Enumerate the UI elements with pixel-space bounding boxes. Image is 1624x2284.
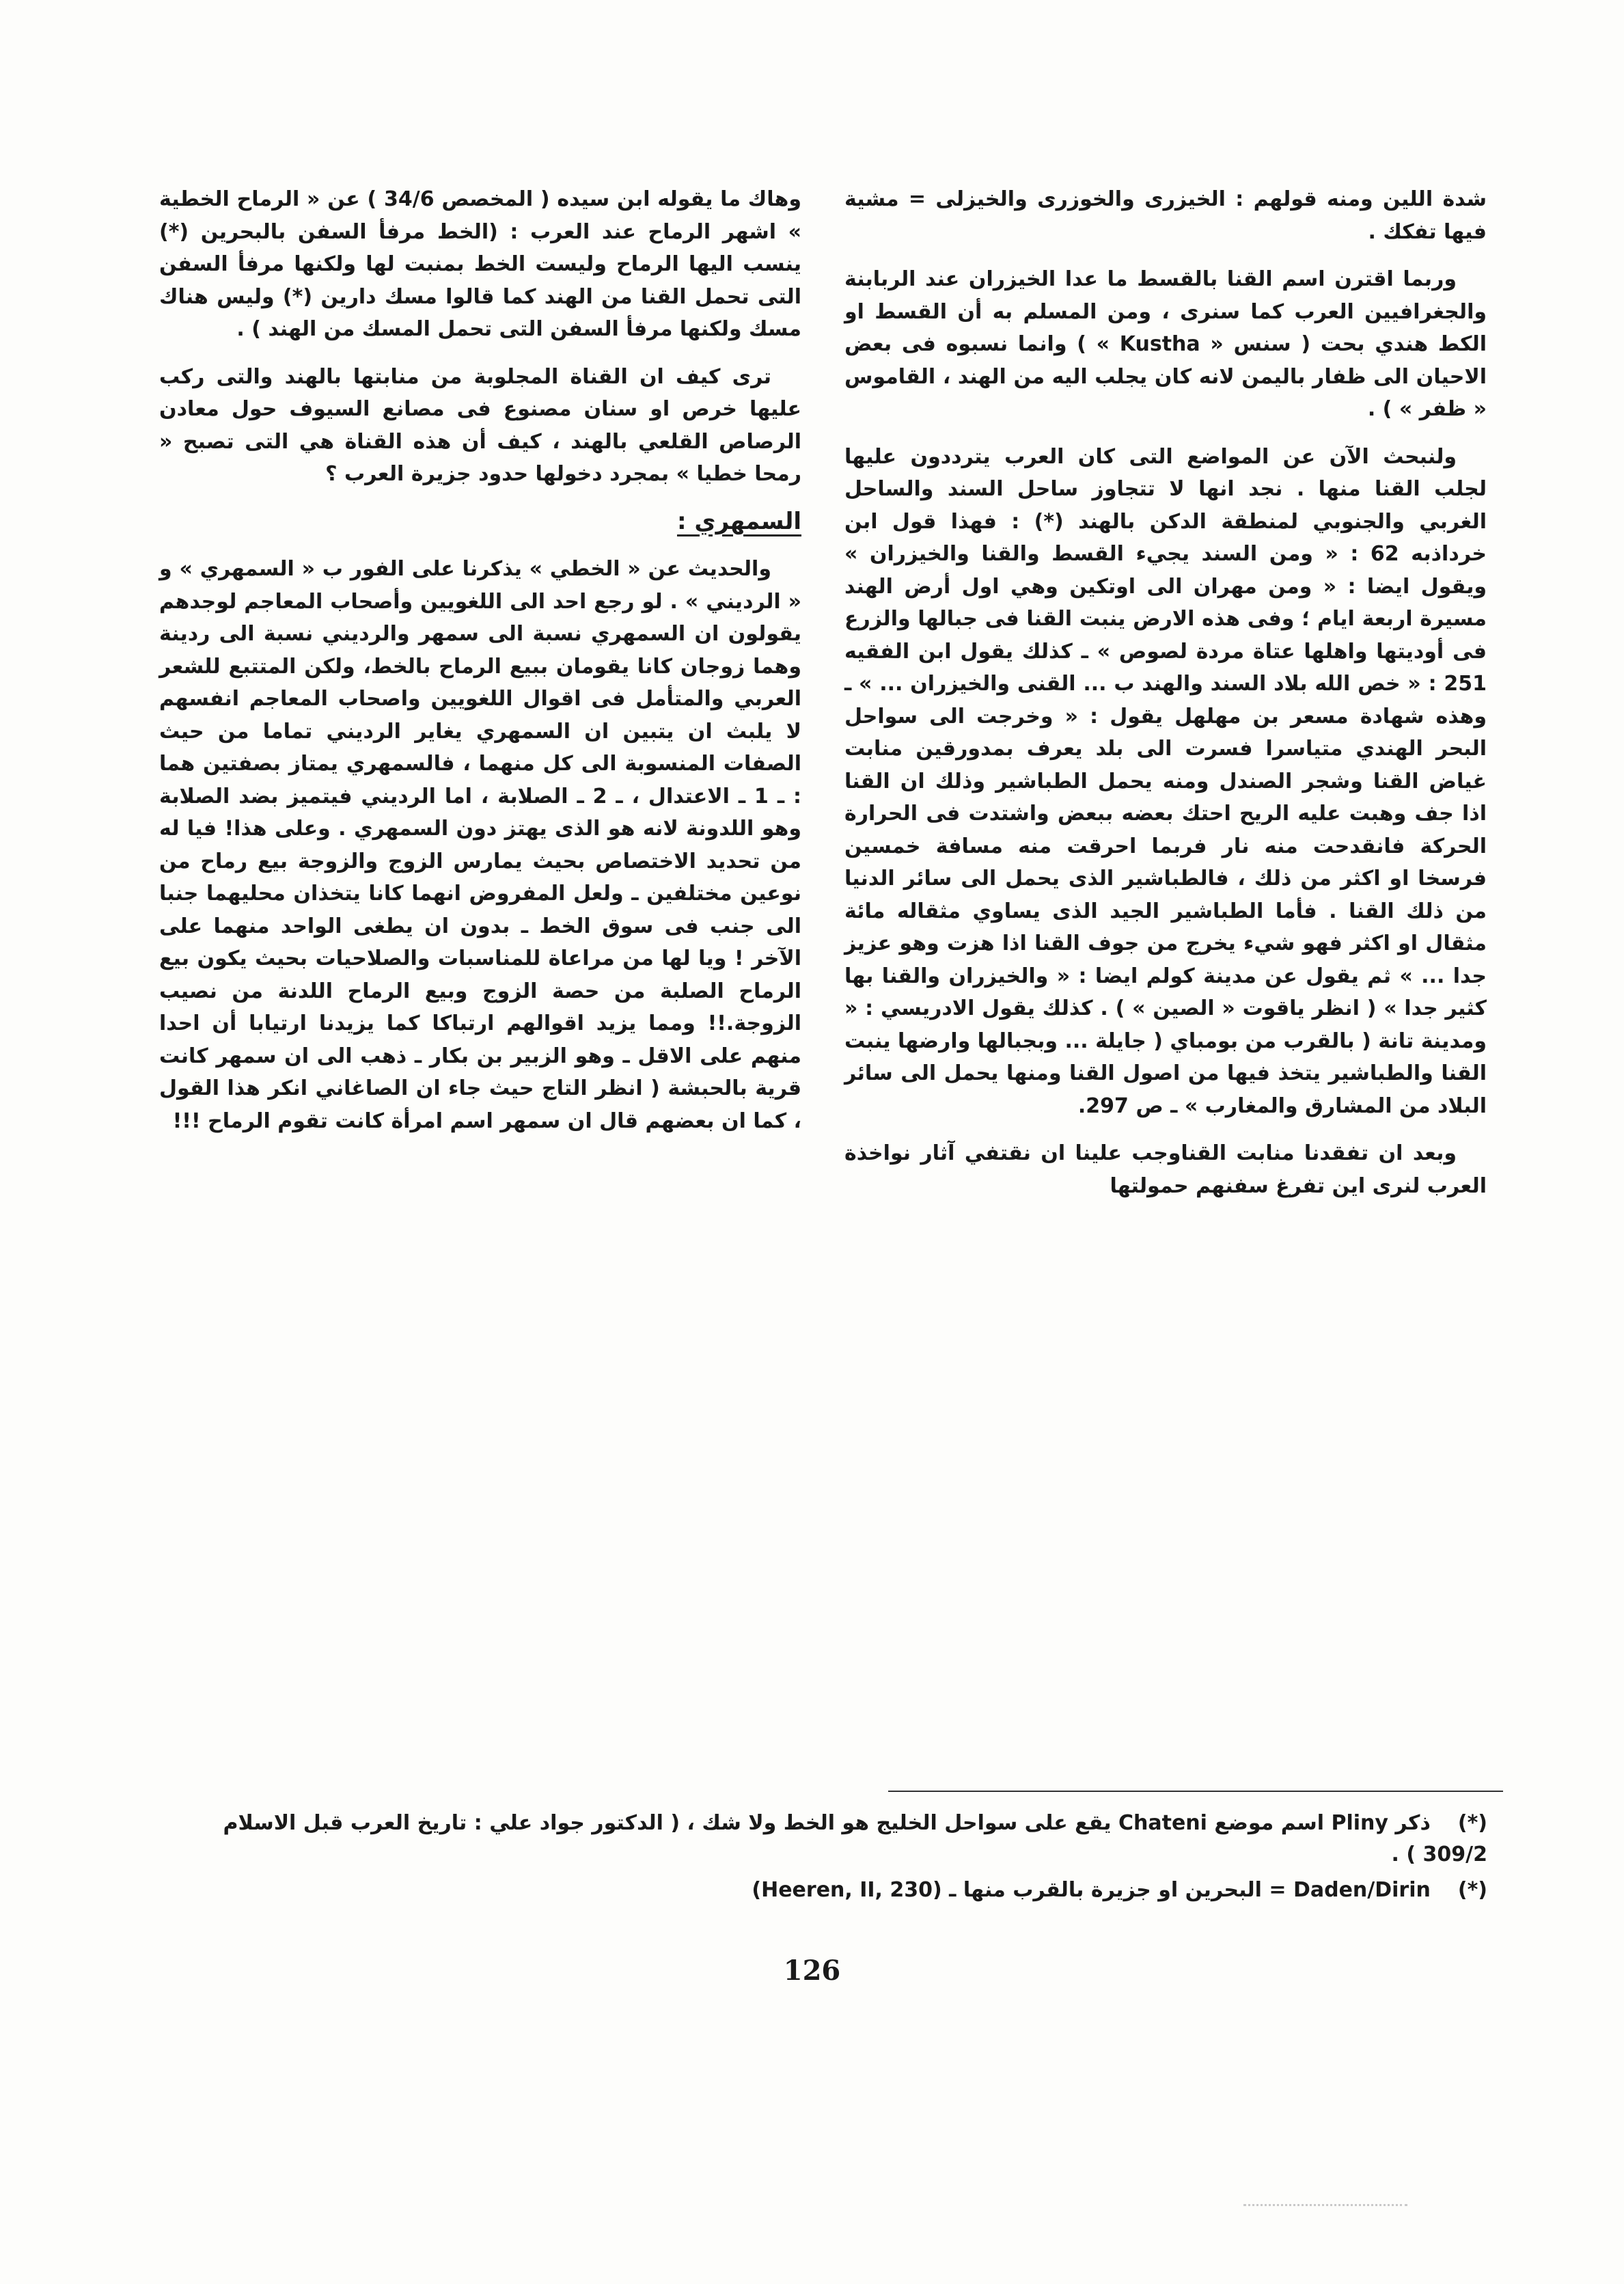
- section-heading: السمهري :: [676, 507, 801, 535]
- page-number: 126: [783, 1955, 841, 1987]
- footnote-mark: (*): [1457, 1811, 1487, 1835]
- paragraph: وهاك ما يقوله ابن سيده ( المخصص 34/6 ) عن « الرماح الخطية » اشهر الرماح عند العرب : (الخط مرفأ السفن بالبحرين (*) ينسب اليها الرماح وليست الخط بمنبت لها ولكنها مرفأ السفن التى تحمل القنا من الهند كما قالوا مسك دارين (*) وليس هناك مسك ولكنها مرفأ السفن التى تحمل المسك من الهند ) .: [159, 187, 802, 341]
- scan-artifact: [1243, 2204, 1407, 2209]
- footnote: [159, 1808, 1487, 1871]
- footnote-text: Daden/Dirin = البحرين او جزيرة بالقرب منها ـ (Heeren, II, 230): [752, 1878, 1431, 1902]
- footnotes: [159, 1808, 1487, 1910]
- footnote-text: ذكر Pliny اسم موضع Chateni يقع على سواحل الخليج هو الخط ولا شك ، ( الدكتور جواد علي : تاريخ العرب قبل الاسلام 309/2 ) .: [223, 1811, 1487, 1866]
- paragraph: وربما اقترن اسم القنا بالقسط ما عدا الخيزران عند الربابنة والجغرافيين العرب كما سنرى ، ومن المسلم به أن القسط او الكط هندي بحت ( سنس « Kustha » ) وانما نسبوه فى بعض الاحيان الى ظفار باليمن لانه كان يجلب اليه من الهند ، القاموس « ظفر » ) .: [844, 267, 1487, 421]
- footnote: [159, 1875, 1487, 1906]
- footnote-divider: [888, 1791, 1503, 1792]
- paragraph: ترى كيف ان القناة المجلوبة من منابتها بالهند والتى ركب عليها خرص او سنان مصنوع فى مصانع السيوف حول معادن الرصاص القلعي بالهند ، كيف أن هذه القناة هي التى تصبح « رمحا خطيا » بمجرد دخولها حدود جزيرة العرب ؟: [159, 364, 801, 486]
- left-text-column: [159, 183, 801, 1152]
- paragraph: وبعد ان تفقدنا منابت القناوجب علينا ان نقتفي آثار نواخذة العرب لنرى اين تفرغ سفنهم حمولتها: [844, 1141, 1487, 1198]
- paragraph: والحديث عن « الخطي » يذكرنا على الفور ب « السمهري » و « الرديني » . لو رجع احد الى اللغويين وأصحاب المعاجم لوجدهم يقولون ان السمهري نسبة الى سمهر والرديني نسبة الى ردينة وهما زوجان كانا يقومان ببيع الرماح بالخط، ولكن المتتبع للشعر العربي والمتأمل فى اقوال اللغويين واصحاب المعاجم انفسهم لا يلبث ان يتبين ان السمهري يغاير الرديني تماما من حيث الصفات المنسوبة الى كل منهما ، فالسمهري يمتاز بصفتين هما : ـ 1 ـ الاعتدال ، ـ 2 ـ الصلابة ، اما الرديني فيتميز بضد الصلابة وهو اللدونة لانه هو الذى يهتز دون السمهري . وعلى هذا! فيا له من تحديد الاختصاص بحيث يمارس الزوج والزوجة بيع رماح من نوعين مختلفين ـ ولعل المفروض انهما كانا يتخذان محليهما جنبا الى جنب فى سوق الخط ـ بدون ان يطغى الواحد منهما على الآخر ! ويا لها من مراعاة للمناسبات والصلاحيات بحيث يكون بيع الرماح الصلبة من حصة الزوج وبيع الرماح اللدنة من نصيب الزوجة.!! ومما يزيد اقوالهم ارتباكا كما يزيدنا ارتيابا أن احدا منهم على الاقل ـ وهو الزبير بن بكار ـ ذهب الى ان سمهر كانت قرية بالحبشة ( انظر التاج حيث جاء ان الصاغاني انكر هذا القول ، كما ان بعضهم قال ان سمهر اسم امرأة كانت تقوم الرماح !!!: [159, 557, 802, 1133]
- footnote-mark: (*): [1457, 1878, 1487, 1902]
- paragraph: ولنبحث الآن عن المواضع التى كان العرب يترددون عليها لجلب القنا منها . نجد انها لا تتجاوز ساحل السند والساحل الغربي والجنوبي لمنطقة الدكن بالهند (*) : فهذا قول ابن خرداذبه 62 : « ومن السند يجيء القسط والقنا والخيزران » ويقول ايضا : « ومن مهران الى اوتكين وهي اول أرض الهند مسيرة اربعة ايام ؛ وفى هذه الارض ينبت القنا فى جبالها والزرع فى أوديتها واهلها عتاة مردة لصوص » ـ كذلك يقول ابن الفقيه 251 : « خص الله بلاد السند والهند ب ... القنى والخيزران ... » ـ وهذه شهادة مسعر بن مهلهل يقول : « وخرجت الى سواحل البحر الهندي متياسرا فسرت الى بلد يعرف بمدورقين منابت غياض القنا وشجر الصندل ومنه يحمل الطباشير وذلك ان القنا اذا جف وهبت عليه الريح احتك بعضه ببعض واشتدت فى الحرارة الحركة فانقدحت منه نار فربما احرقت منه مسافة خمسين فرسخا او اكثر من ذلك ، فالطباشير الذى يحمل الى سائر الدنيا من ذلك القنا . فأما الطباشير الجيد الذى يساوي مثقاله مائة مثقال او اكثر فهو شيء يخرج من جوف القنا اذا هزت وهو عزيز جدا ... » ثم يقول عن مدينة كولم ايضا : « والخيزران والقنا بها كثير جدا » ( انظر ياقوت « الصين » ) . كذلك يقول الادريسي : « ومدينة تانة ( بالقرب من بومباي ( جايلة ... وبجبالها وارضها ينبت القنا والطباشير يتخذ فيها من اصول القنا ومنها يحمل الى سائر البلاد من المشارق والمغارب » ـ ص 297.: [844, 444, 1487, 1118]
- right-text-column: [844, 183, 1487, 1217]
- paragraph: شدة اللين ومنه قولهم : الخيزرى والخوزرى والخيزلى = مشية فيها تفكك .: [844, 187, 1487, 244]
